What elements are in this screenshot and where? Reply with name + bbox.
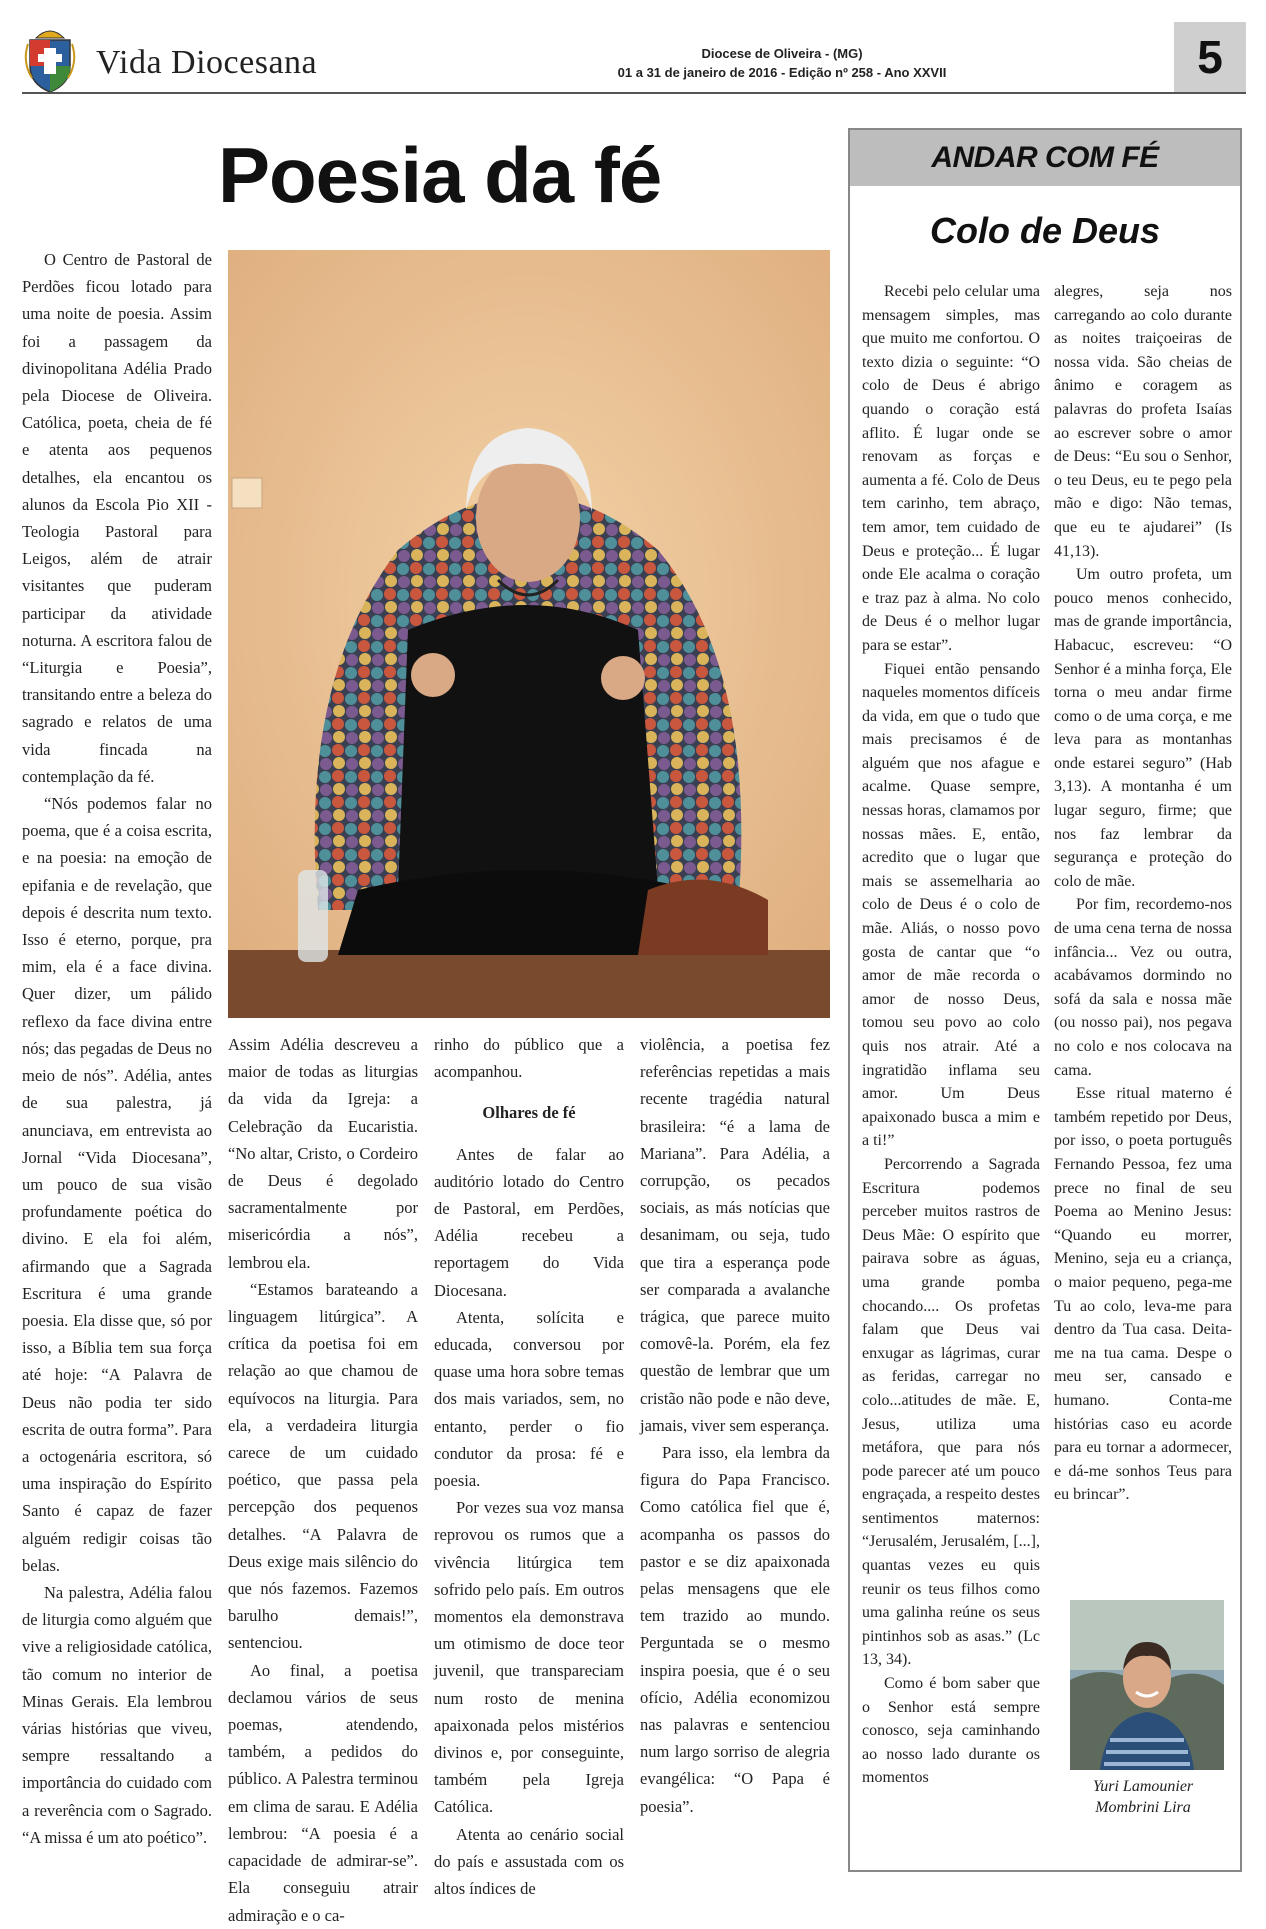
paragraph: alegres, seja nos carregando ao colo durante as noites traiçoeiras de nossa vida. São cheias de ânimo e coragem as palavras do profeta Isaías ao escrever sobre o amor de Deus: “Eu sou o Senhor, o teu Deus, eu te pego pela mão e digo: Não temas, que eu te ajudarei” (Is 41,13). — [1054, 283, 1232, 560]
paragraph: “Nós podemos falar no poema, que é a coisa escrita, e na poesia: na emoção de epifania e de revelação, que depois é descrita num texto. Isso é eterno, porque, pra mim, ela é a face divina. Quer dizer, um pálido reflexo da face divina entre nós; das pegadas de Deus no meio de nós”. Adélia, antes de sua palestra, já anunciava, em entrevista ao Jornal “Vida Diocesana”, um pouco de sua visão profundamente poética do divino. E ela foi além, afirmando que a Sagrada Escritura é uma grande poesia. Ela disse que, só por isso, a Bíblia tem sua força até hoje: “A Palavra de Deus não podia ter sido escrita de outra forma”. Para a octogenária escritora, só uma inspiração do Espírito Santo é capaz de fazer alguém redigir coisas tão belas. — [22, 794, 212, 1575]
paragraph: Um outro profeta, um pouco menos conhecido, mas de grande importância, Habacuc, escreveu: “O Senhor é a minha força, Ele torna o meu andar firme como o de uma corça, e me leva para as montanhas onde estarei seguro” (Hab 3,13). A montanha é um lugar seguro, firme; que nos faz lembrar da segurança e proteção do colo de mãe. — [1054, 566, 1232, 890]
author-photo — [1070, 1600, 1224, 1770]
author-name-line-1: Yuri Lamounier — [1092, 1778, 1194, 1795]
paragraph: Por vezes sua voz mansa reprovou os rumos que a vivência litúrgica tem sofrido pelo país. Em outros momentos ela demonstrava um otimismo de doce teor juvenil, que transpareciam num rosto de menina apaixonada pelos mistérios divinos e, por conseguinte, também pela Igreja Católica. — [434, 1498, 624, 1817]
article-column-1 — [22, 246, 212, 1851]
paragraph: Na palestra, Adélia falou de liturgia como alguém que vive a religiosidade católica, tão comum no interior de Minas Gerais. Ela lembrou várias histórias que viveu, sempre ressaltando a importância do cuidado com a reverência com o Sagrado. “A missa é um ato poético”. — [22, 1582, 212, 1847]
paragraph: Recebi pelo celular uma mensagem simples, mas que muito me confortou. O texto dizia o seguinte: “O colo de Deus é abrigo quando o coração está aflito. É lugar onde se renovam as forças e aumenta a fé. Colo de Deus tem carinho, tem abraço, tem amor, tem cuidado de Deus e proteção... É lugar onde Ele acalma o coração e traz paz à alma. No colo de Deus é o melhor lugar para se estar”. — [862, 283, 1040, 654]
subheading: Olhares de fé — [482, 1103, 576, 1123]
paragraph: Como é bom saber que o Senhor está sempre conosco, seja caminhando ao nosso lado durante os momentos — [862, 1675, 1040, 1787]
speaker-photo-illustration — [228, 250, 830, 1018]
page-number: 5 — [1174, 22, 1246, 92]
article-column-2 — [228, 1031, 418, 1929]
paragraph: rinho do público que a acompanhou. — [434, 1035, 624, 1082]
sidebar-section-header: ANDAR COM FÉ — [850, 130, 1240, 186]
paragraph: O Centro de Pastoral de Perdões ficou lotado para uma noite de poesia. Assim foi a passagem da divinopolitana Adélia Prado pela Diocese de Oliveira. Católica, poeta, cheia de fé e atenta aos pequenos detalhes, ela encantou os alunos da Escola Pio XII - Teologia Pastoral para Leigos, além de atrair visitantes que puderam participar da atividade noturna. A escritora falou de “Liturgia e Poesia”, transitando entre a beleza do sagrado e relatos de uma vida fincada na contemplação da fé. — [22, 250, 212, 786]
paragraph: violência, a poetisa fez referências repetidas a mais recente tragédia natural brasileira: “é a lama de Mariana”. Para Adélia, a corrupção, os pecados sociais, as más notícias que desanimam, ou seja, tudo que tira a esperança pode ser comparada a avalanche trágica, que parece muito comovê-la. Porém, ela fez questão de lembrar que um cristão não pode e não deve, jamais, viver sem esperança. — [640, 1035, 830, 1435]
article-column-4 — [640, 1031, 830, 1820]
paragraph: Ao final, a poetisa declamou vários de seus poemas, atendendo, também, a pedidos do público. A Palestra terminou em clima de sarau. E Adélia lembrou: “A poesia é a capacidade de admirar-se”. Ela conseguiu atrair admiração e o ca- — [228, 1660, 418, 1925]
issue-info — [542, 44, 1022, 82]
sidebar-title: Colo de Deus — [929, 210, 1161, 251]
paragraph: Assim Adélia descreveu a maior de todas as liturgias da vida da Igreja: a Celebração da Eucaristia. “No altar, Cristo, o Cordeiro de Deus é degolado sacramentalmente por misericórdia a nós”, lembrou ela. — [228, 1035, 418, 1272]
paragraph: Esse ritual materno é também repetido por Deus, por isso, o poeta português Fernando Pessoa, fez uma prece no final de seu Poema ao Menino Jesus: “Quando eu morrer, Menino, seja eu a criança, o maior pequeno, pega-me Tu ao colo, leva-me para dentro da Tua casa. Deita-me na tua cama. Despe o meu ser, cansado e humano. Conta-me histórias caso eu acorde para eu tornar a adormecer, e dá-me sonhos Teus para eu brincar”. — [1054, 1085, 1232, 1504]
author-caption — [1054, 1776, 1232, 1818]
sidebar-text-column-2 — [1054, 280, 1232, 1507]
paragraph: Percorrendo a Sagrada Escritura podemos perceber muitos rastros de Deus Mãe: O espírito que pairava sobre as águas, uma grande pomba chocando.... Os profetas falam que Deus vai enxugar as lágrimas, curar as feridas, carregar no colo...atitudes de mãe. E, Jesus, utiliza uma metáfora, que para nós pode parecer até um pouco engraçada, a respeito destes sentimentos maternos: “Jerusalém, Jerusalém, [...], quantas vezes eu quis reunir os teus filhos como uma galinha reúne os seus pintinhos sob as asas.” (Lc 13, 34). — [862, 1155, 1040, 1669]
paragraph: Para isso, ela lembra da figura do Papa Francisco. Como católica fiel que é, acompanha os passos do pastor e se diz apaixonada pelas mensagens que ele tem trazido ao mundo. Perguntada se o mesmo inspira poesia, que é o seu ofício, Adélia economizou nas palavras e sentenciou num largo sorriso de alegria evangélica: “O Papa é poesia”. — [640, 1443, 830, 1816]
masthead — [22, 18, 1246, 94]
newspaper-name: Vida Diocesana — [96, 44, 318, 81]
article-photo — [228, 250, 830, 1018]
paragraph: Fiquei então pensando naqueles momentos difíceis da vida, em que o tudo que mais precisamos é de alguém que nos afague e acalme. Quase sempre, nessas horas, clamamos por nossas mães. E, então, acredito que o lugar que mais se assemelharia ao colo de Deus é o colo de mãe. Aliás, o nosso povo gosta de cantar que “o amor de mãe recorda o amor de nosso Deus, tomou seu povo ao colo quis nos atrair. Até a ingratidão inflama seu amor. Um Deus apaixonado busca a mim e a ti!” — [862, 660, 1040, 1150]
sidebar-text-column-1 — [862, 280, 1040, 1790]
article-title: Poesia da fé — [218, 131, 662, 219]
sidebar-column — [848, 128, 1242, 1872]
paragraph: Por fim, recordemo-nos de uma cena terna de nossa infância... Vez ou outra, acabávamos dormindo no sofá da sala e nossa mãe (ou nosso pai), nos pegava no colo e nos colocava na cama. — [1054, 896, 1232, 1079]
paragraph: Atenta ao cenário social do país e assustada com os altos índices de — [434, 1824, 624, 1899]
paragraph: Antes de falar ao auditório lotado do Centro de Pastoral, em Perdões, Adélia recebeu a reportagem do Vida Diocesana. — [434, 1144, 624, 1300]
author-portrait-illustration — [1070, 1600, 1224, 1770]
paragraph: Atenta, solícita e educada, conversou por quase uma hora sobre temas dos mais variados, sem, no entanto, perder o fio condutor da prosa: fé e poesia. — [434, 1307, 624, 1491]
article-column-3 — [434, 1031, 624, 1902]
diocese-name: Diocese de Oliveira - (MG) — [701, 46, 863, 61]
diocese-crest-icon — [22, 22, 78, 94]
author-name-line-2: Mombrini Lira — [1095, 1799, 1191, 1816]
paragraph: “Estamos barateando a linguagem litúrgica”. A crítica da poetisa foi em relação ao que chamou de equívocos na liturgia. Para ela, a verdadeira liturgia carece de um cuidado poético, que passa pela percepção dos pequenos detalhes. “A Palavra de Deus exige mais silêncio do que nós fazemos. Fazemos barulho demais!”, sentenciou. — [228, 1279, 418, 1653]
header-divider — [22, 92, 1246, 94]
edition-line: 01 a 31 de janeiro de 2016 - Edição nº 258 - Ano XXVII — [617, 65, 947, 80]
